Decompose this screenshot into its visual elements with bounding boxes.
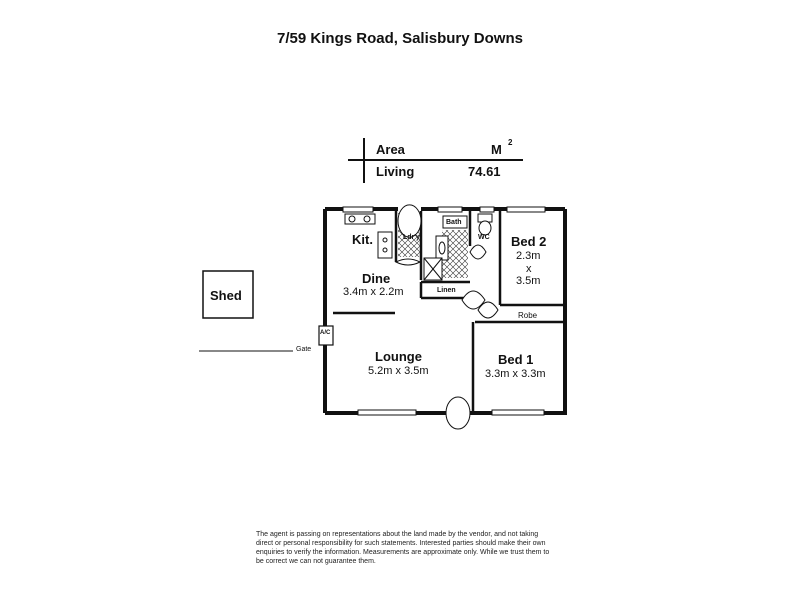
shed-label: Shed: [210, 288, 242, 303]
linen-label: Linen: [437, 287, 456, 294]
disclaimer: The agent is passing on representations about the land made by the vendor, and not taking direct or personal responsibility for such statements. Interested parties should make their own enquiries to verify the information. Measurements are approximate only. While we trust them to be correct we can not guarantee them.: [256, 531, 550, 565]
lounge-dim: 5.2m x 3.5m: [368, 365, 429, 377]
dine-label: Dine: [362, 271, 391, 286]
bed2-dim-x: x: [526, 263, 532, 275]
kitchen-label: Kit.: [352, 232, 373, 247]
bed2-label: Bed 2: [511, 234, 547, 249]
bed1-dim: 3.3m x 3.3m: [485, 368, 546, 380]
area-header-label: Area: [376, 142, 405, 157]
lounge-label: Lounge: [375, 349, 422, 364]
bath-label: Bath: [446, 219, 462, 226]
area-header-unit-sup: 2: [508, 138, 513, 147]
wc-label: WC: [478, 234, 490, 241]
bed1-label: Bed 1: [498, 352, 534, 367]
area-living-value: 74.61: [468, 164, 501, 179]
bed2-dim-width: 2.3m: [516, 250, 541, 262]
ac-label: A/C: [320, 330, 331, 336]
page-title: 7/59 Kings Road, Salisbury Downs: [277, 30, 523, 47]
laundry-label: Ldr'y: [403, 234, 420, 241]
gate-label: Gate: [296, 346, 312, 353]
dine-dim: 3.4m x 2.2m: [343, 286, 404, 298]
area-living-label: Living: [376, 164, 415, 179]
wc-fixtures: [478, 214, 492, 235]
area-header-unit: M: [491, 142, 502, 157]
bed2-dim-height: 3.5m: [516, 275, 541, 287]
robe-label: Robe: [518, 311, 538, 320]
